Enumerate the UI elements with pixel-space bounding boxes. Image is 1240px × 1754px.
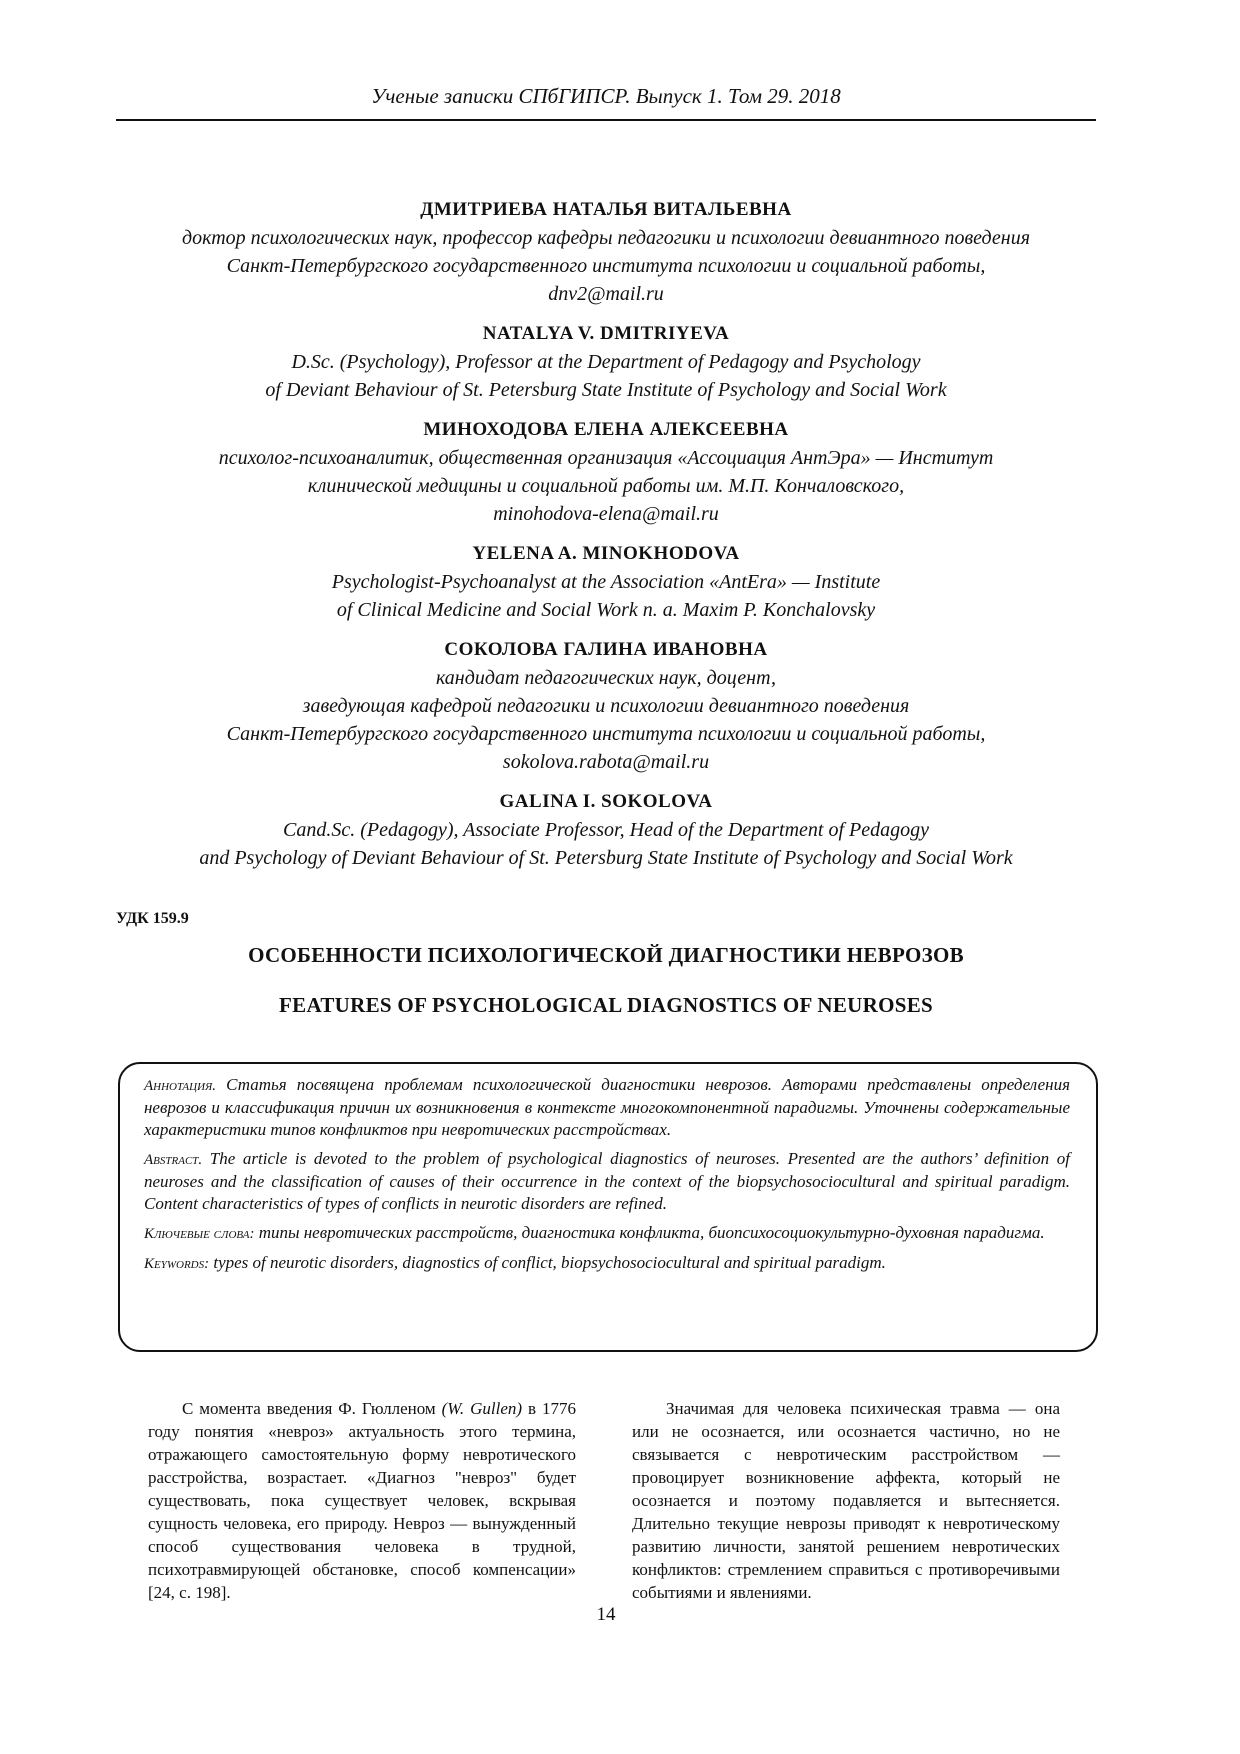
keywords-en-label: Keywords: xyxy=(144,1256,210,1272)
author-affiliation-line: клинической медицины и социальной работы им. М.П. Кончаловского, xyxy=(307,475,905,497)
author-affiliation-line: психолог-психоаналитик, общественная организация «Ассоциация АнтЭра» — Институт xyxy=(218,447,994,469)
author-name: СОКОЛОВА ГАЛИНА ИВАНОВНА xyxy=(444,639,768,660)
author-affiliation-line: Санкт-Петербургского государственного института психологии и социальной работы, xyxy=(226,723,986,745)
body-column-left xyxy=(148,1397,576,1604)
body-text: С момента введения Ф. Гюлленом xyxy=(182,1399,442,1418)
page-number: 14 xyxy=(596,1604,616,1625)
abstract-text: The article is devoted to the problem of psychological diagnostics of neuroses. Presented are the authors’ definition of neuroses and the classification of causes of their occurrence in the context of the biopsychosociocultural and spiritual paradigm. Content characteristics of types of conflicts in neurotic disorders are refined. xyxy=(144,1149,1070,1213)
author-entry xyxy=(116,540,1096,624)
abstract-en xyxy=(144,1148,1070,1215)
author-affiliation-line: кандидат педагогических наук, доцент, xyxy=(435,667,777,689)
author-entry xyxy=(116,416,1096,528)
keywords-ru-label: Ключевые слова: xyxy=(144,1226,255,1242)
article-title-ru: ОСОБЕННОСТИ ПСИХОЛОГИЧЕСКОЙ ДИАГНОСТИКИ НЕВРОЗОВ xyxy=(248,943,964,967)
author-affiliation-line: Санкт-Петербургского государственного института психологии и социальной работы, xyxy=(226,255,986,277)
author-affiliation-line: заведующая кафедрой педагогики и психологии девиантного поведения xyxy=(302,695,910,717)
author-name: NATALYA V. DMITRIYEVA xyxy=(482,323,730,344)
author-email[interactable]: dnv2@mail.ru xyxy=(548,283,664,305)
author-name: ДМИТРИЕВА НАТАЛЬЯ ВИТАЛЬЕВНА xyxy=(420,199,792,220)
authors-block xyxy=(116,196,1096,884)
author-name: GALINA I. SOKOLOVA xyxy=(499,791,713,812)
author-email[interactable]: minohodova-elena@mail.ru xyxy=(493,503,719,525)
abstract-label: Abstract. xyxy=(144,1152,203,1168)
annotation-text: Статья посвящена проблемам психологической диагностики неврозов. Авторами представлены определения неврозов и классификация причин их возникновения в контексте многокомпонентной парадигмы. Уточнены содержательные характеристики типов конфликтов при невротических расстройствах. xyxy=(144,1075,1070,1139)
header-divider xyxy=(116,119,1096,121)
author-affiliation-line: D.Sc. (Psychology), Professor at the Department of Pedagogy and Psychology xyxy=(291,351,921,373)
author-entry xyxy=(116,196,1096,308)
keywords-en-text: types of neurotic disorders, diagnostics of conflict, biopsychosociocultural and spiritual paradigm. xyxy=(209,1253,886,1272)
abstract-box xyxy=(118,1062,1098,1352)
author-affiliation-line: of Deviant Behaviour of St. Petersburg State Institute of Psychology and Social Work xyxy=(265,379,947,401)
annotation-label: Аннотация. xyxy=(144,1078,217,1094)
keywords-ru-text: типы невротических расстройств, диагностика конфликта, биопсихосоциокультурно-духовная парадигма. xyxy=(254,1223,1045,1242)
author-affiliation-line: Psychologist-Psychoanalyst at the Association «AntEra» — Institute xyxy=(331,571,881,593)
author-name: YELENA A. MINOKHODOVA xyxy=(472,543,740,564)
body-paragraph xyxy=(148,1397,576,1604)
running-header: Ученые записки СПбГИПСР. Выпуск 1. Том 29. 2018 xyxy=(371,84,841,108)
author-entry xyxy=(116,320,1096,404)
article-title-en: FEATURES OF PSYCHOLOGICAL DIAGNOSTICS OF NEUROSES xyxy=(279,993,933,1017)
body-paragraph: Значимая для человека психическая травма — она или не осознается, или осознается частично, но не связывается с невротическим расстройством — провоцирует возникновение аффекта, который не осознается и поэтому подавляется и вытесняется. Длительно текущие неврозы приводят к невротическому развитию личности, занятой решением невротических конфликтов: стремлением справиться с противоречивыми событиями и явлениями. xyxy=(632,1399,1060,1602)
author-name: МИНОХОДОВА ЕЛЕНА АЛЕКСЕЕВНА xyxy=(423,419,789,440)
annotation-ru xyxy=(144,1074,1070,1141)
author-email[interactable]: sokolova.rabota@mail.ru xyxy=(502,751,710,773)
keywords-en xyxy=(144,1252,1070,1275)
body-text: в 1776 году понятия «невроз» актуальность этого термина, отражающего самостоятельную форму невротического расстройства, возрастает. «Диагноз "невроз" будет существовать, пока существует человек, вскрывая сущность человека, его природу. Невроз — вынужденный способ существования человека в трудной, психотравмирующей обстановке, способ компенсации» [24, с. 198]. xyxy=(148,1399,576,1602)
keywords-ru xyxy=(144,1222,1070,1245)
author-affiliation-line: доктор психологических наук, профессор кафедры педагогики и психологии девиантного поведения xyxy=(181,227,1030,249)
author-affiliation-line: Cand.Sc. (Pedagogy), Associate Professor, Head of the Department of Pedagogy xyxy=(283,819,929,841)
author-affiliation-line: of Clinical Medicine and Social Work n. a. Maxim P. Konchalovsky xyxy=(336,599,876,621)
udk-code: УДК 159.9 xyxy=(116,910,189,927)
author-affiliation-line: and Psychology of Deviant Behaviour of St. Petersburg State Institute of Psychology and Social Work xyxy=(199,847,1013,869)
body-text-italic: (W. Gullen) xyxy=(441,1399,523,1418)
author-entry xyxy=(116,636,1096,776)
body-column-right xyxy=(632,1397,1060,1604)
author-entry xyxy=(116,788,1096,872)
